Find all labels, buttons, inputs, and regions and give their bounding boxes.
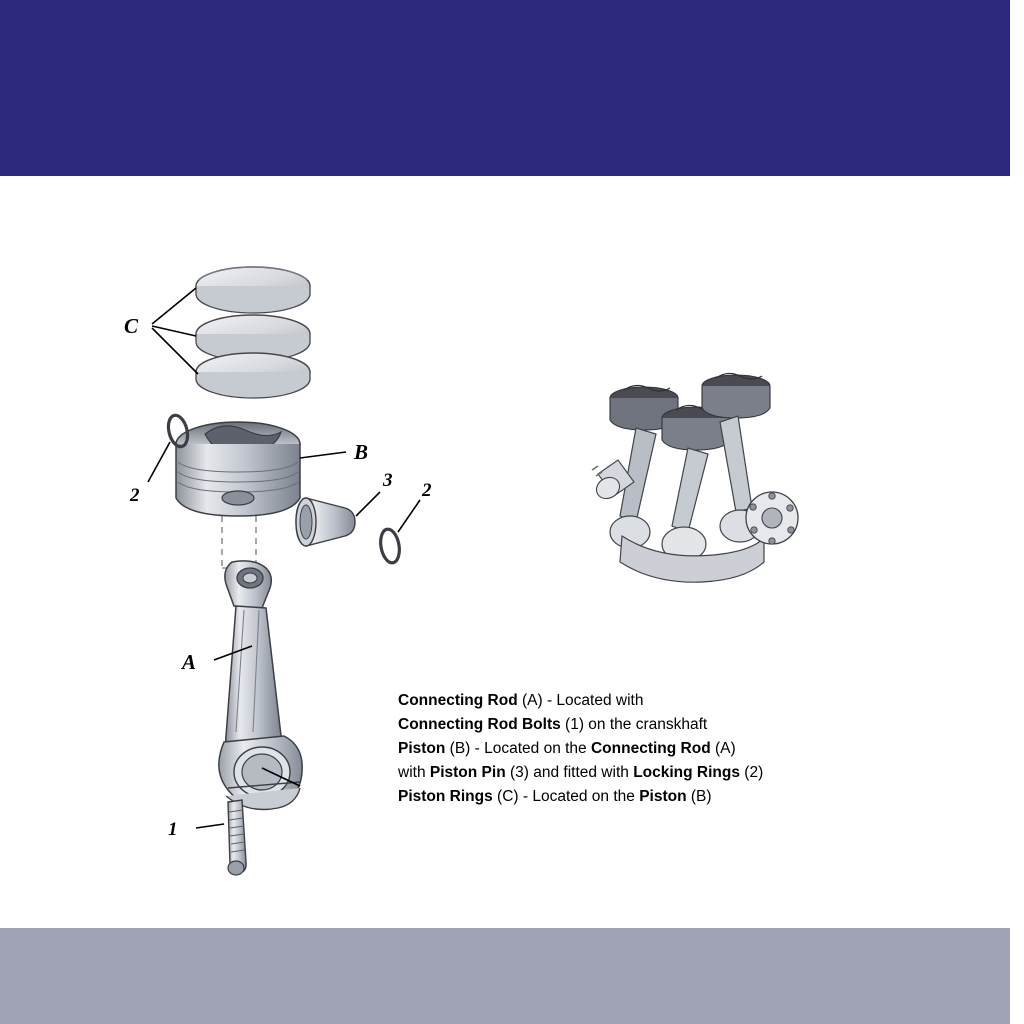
caption-text: (1) on the cranskhaft — [560, 716, 708, 733]
caption-text: (A) - Located with — [517, 692, 644, 709]
caption-term: Piston — [639, 788, 687, 805]
caption-term: Piston — [398, 740, 446, 757]
piston-ring-1 — [196, 267, 310, 313]
diagram-svg — [0, 176, 1010, 928]
caption-text: (A) — [710, 740, 736, 757]
caption-text: (B) — [686, 788, 712, 805]
caption-term: Connecting Rod Bolts — [398, 716, 561, 733]
callout-label-2-left: 2 — [130, 485, 140, 506]
caption-block — [398, 689, 858, 809]
caption-line-2 — [398, 713, 858, 737]
title-band — [0, 0, 1010, 176]
callout-label-C: C — [124, 314, 139, 338]
caption-text: with — [398, 764, 430, 781]
caption-text: (3) and fitted with — [505, 764, 634, 781]
callout-label-1: 1 — [168, 819, 178, 840]
caption-term: Connecting Rod — [590, 740, 711, 757]
connecting-rod — [180, 561, 302, 810]
caption-line-4 — [398, 761, 858, 785]
callout-label-2-right: 2 — [422, 480, 432, 501]
caption-line-1 — [398, 689, 858, 713]
caption-term: Connecting Rod — [398, 692, 518, 709]
caption-line-5 — [398, 785, 858, 809]
assembly-piston-right — [702, 373, 770, 418]
assembly-guides — [222, 516, 256, 568]
flywheel-flange — [746, 492, 798, 544]
caption-text: (C) - Located on the — [492, 788, 640, 805]
caption-term: Locking Rings — [633, 764, 740, 781]
footer-band — [0, 928, 1010, 1024]
piston-pin — [296, 470, 393, 546]
callout-label-3: 3 — [383, 470, 393, 491]
locking-ring-right — [378, 480, 432, 564]
connecting-rod-bolt — [168, 800, 246, 875]
callout-label-B: B — [354, 440, 369, 464]
piston-rings-group — [124, 267, 310, 398]
piston-ring-3 — [196, 353, 310, 398]
caption-line-3 — [398, 737, 858, 761]
right-margin-strip — [1010, 0, 1024, 1024]
piston-group — [176, 422, 368, 568]
callout-label-A: A — [182, 650, 197, 674]
caption-text: (B) - Located on the — [445, 740, 591, 757]
caption-term: Piston Pin — [429, 764, 506, 781]
crankshaft-assembly — [592, 373, 798, 582]
caption-term: Piston Rings — [398, 788, 493, 805]
exploded-view-diagram — [0, 176, 1010, 928]
caption-text: (2) — [739, 764, 764, 781]
